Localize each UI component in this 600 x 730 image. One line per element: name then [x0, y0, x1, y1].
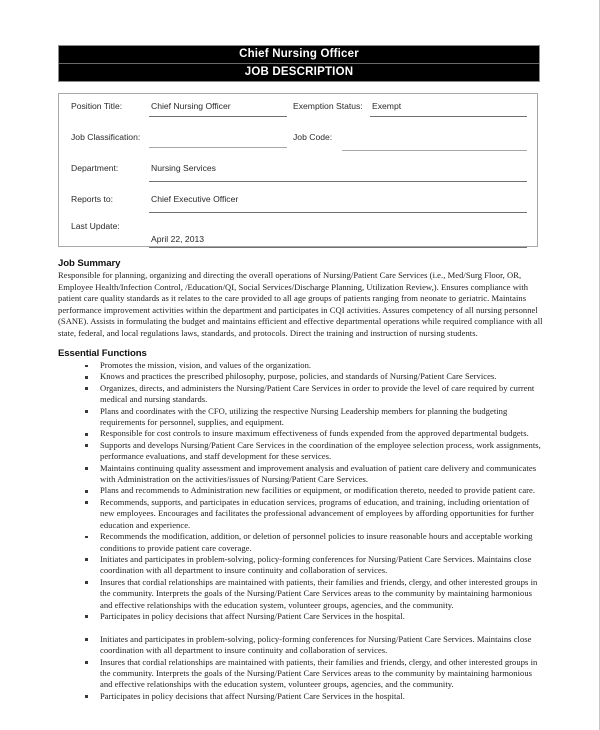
exemption-status-label: Exemption Status: — [293, 101, 363, 111]
essential-function-item: Supports and develops Nursing/Patient Care Services in the coordination of the employee selection process, work assignments, performance evaluations, and staff development for these services. — [58, 440, 545, 463]
essential-function-item: Plans and recommends to Administration new facilities or equipment, or modification thereto, needed to provide patient care. — [58, 485, 545, 496]
essential-function-item: Participates in policy decisions that affect Nursing/Patient Care Services in the hospital. — [58, 691, 545, 702]
info-row-position-title — [59, 94, 537, 125]
last-update-value: April 22, 2013 — [151, 234, 205, 244]
document-title-block — [58, 45, 540, 82]
essential-function-item: Insures that cordial relationships are maintained with patients, their families and friends, clergy, and other interested groups in the community. Interprets the goals of the Nursing/Patient Care Services areas to the community by maintaining harmonious and effective relationships with the education system, volunteer groups, agencies, and the community. — [58, 657, 545, 691]
position-title-value: Chief Nursing Officer — [151, 101, 231, 111]
document-body — [58, 258, 545, 702]
info-row-reports-to — [59, 187, 537, 218]
essential-function-item: Initiates and participates in problem-solving, policy-forming conferences for Nursing/Patient Care Services. Maintains close coordination with all department to insure continuity and collaboration of services. — [58, 634, 545, 657]
essential-function-item: Knows and practices the prescribed philosophy, purpose, policies, and standards of Nursing/Patient Care Services. — [58, 371, 545, 382]
essential-function-item: Insures that cordial relationships are maintained with patients, their families and friends, clergy, and other interested groups in the community. Interprets the goals of the Nursing/Patient Care Services areas to the community by maintaining harmonious and effective relationships with the education system, volunteer groups, agencies, and the community. — [58, 577, 545, 611]
job-code-label: Job Code: — [293, 132, 333, 142]
position-info-box — [58, 93, 538, 247]
essential-function-item: Initiates and participates in problem-solving, policy-forming conferences for Nursing/Patient Care Services. Maintains close coordination with all department to insure continuity and collaboration of services. — [58, 554, 545, 577]
job-classification-label: Job Classification: — [71, 132, 141, 142]
essential-function-item: Maintains continuing quality assessment and improvement analysis and evaluation of patient care delivery and communicates with Administration on the activities/issues of Nursing/Patient Care Services. — [58, 463, 545, 486]
info-row-department — [59, 156, 537, 187]
last-update-rule — [149, 247, 527, 248]
last-update-label: Last Update: — [71, 221, 120, 231]
department-value: Nursing Services — [151, 163, 216, 173]
job-classification-rule — [149, 147, 287, 148]
essential-functions-heading: Essential Functions — [58, 348, 147, 359]
essential-function-item: Recommends, supports, and participates in education services, programs of education, and training, including orientation of new employees. Encourages and facilitates the professional advancement of employees by affording opportunities for further education and experience. — [58, 497, 545, 531]
exemption-status-value: Exempt — [372, 101, 402, 111]
info-row-last-update — [59, 218, 537, 249]
department-label: Department: — [71, 163, 119, 173]
essential-function-item: Promotes the mission, vision, and values of the organization. — [58, 360, 545, 371]
job-summary-heading: Job Summary — [58, 258, 121, 269]
document-title-secondary: JOB DESCRIPTION — [59, 64, 539, 81]
essential-function-item: Plans and coordinates with the CFO, utilizing the respective Nursing Leadership members for planning the budgeting requirements for personnel, supplies, and equipment. — [58, 406, 545, 429]
info-row-job-classification — [59, 125, 537, 156]
essential-function-item: Recommends the modification, addition, or deletion of personnel policies to insure reasonable hours and acceptable working conditions to provide patient care coverage. — [58, 531, 545, 554]
essential-function-item: Organizes, directs, and administers the Nursing/Patient Care Services in order to provide the level of care required by current medical and nursing standards. — [58, 383, 545, 406]
essential-function-item: Participates in policy decisions that affect Nursing/Patient Care Services in the hospital. — [58, 611, 545, 622]
position-title-rule — [149, 116, 287, 117]
reports-to-value: Chief Executive Officer — [151, 194, 239, 204]
essential-functions-list — [58, 360, 545, 702]
document-title-primary: Chief Nursing Officer — [59, 46, 539, 63]
reports-to-label: Reports to: — [71, 194, 114, 204]
reports-to-rule — [149, 212, 527, 213]
department-rule — [149, 181, 527, 182]
position-title-label: Position Title: — [71, 101, 123, 111]
exemption-status-rule — [370, 116, 527, 117]
essential-function-item: Responsible for cost controls to insure maximum effectiveness of funds expended from the approved departmental budgets. — [58, 428, 545, 439]
job-summary-text: Responsible for planning, organizing and directing the overall operations of Nursing/Patient Care Services (i.e., Med/Surg Floor, OR, Employee Health/Infection Control, /Education/QI, Social Services/Discharge Planning, Utilization Review,). Ensures compliance with patient care quality standards as it relates to the care provided to all age groups of patients ranging from neonate to geriatric. Maintains performance improvement activities within the department and participates in CQI activities. Assures competency of all nursing personnel (SANE). Assists in formulating the budget and maintains efficient and effective departmental operations while required compliance with all state, federal, and local regulations laws, standards, and protocols. Direct the training and instruction of nursing students. — [58, 270, 543, 338]
job-code-rule — [342, 150, 527, 151]
